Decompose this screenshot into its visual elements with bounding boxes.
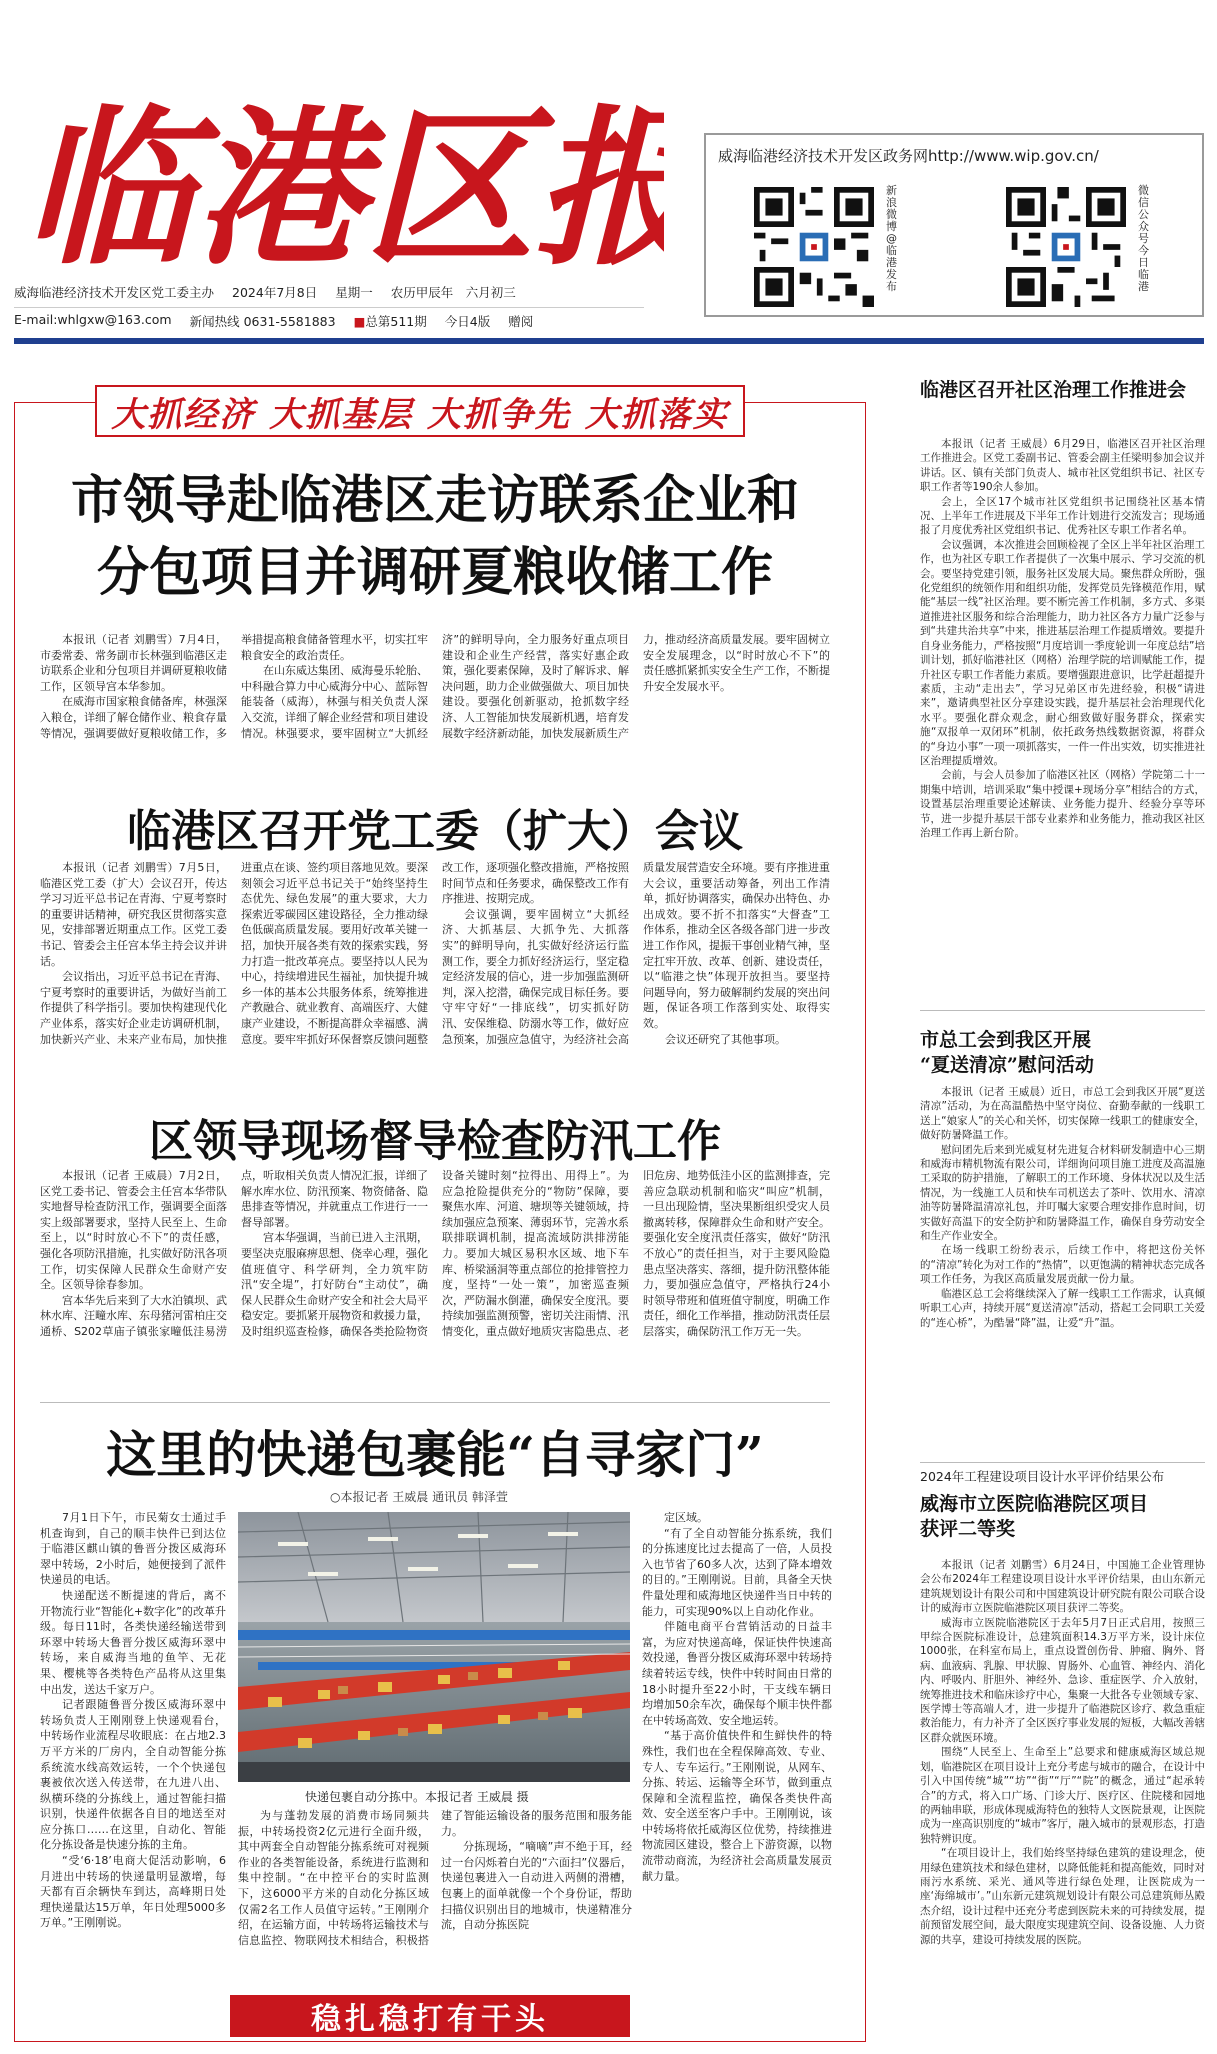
article1-headline-line2[interactable]: 分包项目并调研夏粮收储工作	[96, 542, 773, 603]
logo-text: 临港区报	[24, 89, 664, 273]
photo-caption: 快递包裹自动分拣中。本报记者 王威晨 摄	[305, 1790, 529, 1804]
issue-date: 2024年7月8日	[232, 285, 318, 300]
article4-paragraph: “基于高价值快件和生鲜快件的特殊性，我们也在全程保障高效、专业、专人、专车运行。”王刚刚说，从网车、分拣、转运、运输等全环节，做到重点保障和全流程监控，确保各类快件高效、安全送至客户手中。王刚刚说，该中转场将依托威海区位优势，持续推进物流园区建设，整合上下游资源，以物流带动商流，为经济社会高质量发展贡献力量。	[642, 1729, 832, 1883]
article4-paragraph: “有了全自动智能分拣系统，我们的分拣速度比过去提高了一倍，人员投入也节省了60多人次，达到了降本增效的目的。”王刚刚说。目前，具备全天快件量处理和威海地区快递件当日中转的能力，可实现90%以上自动化作业。	[642, 1526, 832, 1618]
gov-site-url[interactable]: 威海临港经济技术开发区政务网http://www.wip.gov.cn/	[718, 147, 1099, 165]
article3-paragraph: 本报讯（记者 王威晨）7月2日，区党工委书记、管委会主任宫本华带队实地督导检查防汛工作，强调要全面落实上级部署要求，坚持人民至上、生命至上，以“时时放心不下”的责任感，强化各项防汛措施，扎实做好防汛各项工作，切实保障人民群众生命财产安全。区领导徐春参加。	[40, 1169, 227, 1292]
article1-paragraph: 在威海市国家粮食储备库，林强深入粮仓，详细了解仓储作业、粮食存量等情况，强调要做好夏粮收储工作，多举措提高粮食储备管理水平，切实扛牢粮食安全的政治责任。	[40, 633, 428, 740]
side-divider	[920, 1462, 1205, 1463]
sponsor-text: 威海临港经济技术开发区党工委主办	[14, 285, 215, 300]
masthead-meta-line2	[14, 307, 644, 330]
side3-headline-line1: 威海市立医院临港院区项目	[920, 1493, 1149, 1515]
article1-paragraph: 本报讯（记者 刘鹏雪）7月4日，市委常委、常务副市长林强到临港区走访联系企业和分包项目并调研夏粮收储工作，区领导宫本华参加。	[40, 633, 227, 693]
side1-paragraph: 会前，与会人员参加了临港区社区（网格）学院第二十一期集中培训，培训采取“集中授课+现场分享”相结合的方式，设置基层治理重要论述解读、业务能力提升、经验分享等环节，进一步提升基层干部专业素养和业务能力，推动我区社区治理工作再上新台阶。	[920, 769, 1205, 839]
side2-headline-line1: 市总工会到我区开展	[920, 1029, 1092, 1051]
article4-paragraph: 快递配送不断提速的背后，离不开物流行业“智能化+数字化”的改革升级。每日11时，各类快递经输送带到环翠中转场大鲁晋分拨区威海环翠中转场，来自威海当地的鱼竿、无花果、樱桃等各类特色产品将从这里集中出发，送达千家万户。	[40, 1588, 226, 1696]
side2-paragraph: 本报讯（记者 王威晨）近日，市总工会到我区开展“夏送清凉”活动，为在高温酷热中坚守岗位、奋勤奉献的一线职工送上“娘家人”的关心和关怀，切实保障一线职工的健康安全，做好防暑降温工作。	[920, 1086, 1205, 1142]
article4-body-left	[40, 1510, 226, 1990]
article1-headline-line1[interactable]: 市领导赴临港区走访联系企业和	[70, 470, 799, 531]
side3-paragraph: 威海市立医院临港院区于去年5月7日正式启用，按照三甲综合医院标准设计，总建筑面积14.3万平方米，设计床位1000张，在科室布局上，重点设置创伤骨、肿瘤、胸外、肾病、血液病、乳腺、甲状腺、胃肠外、心血管、神经内、消化内、呼吸内、肝胆外、神经外、急诊、重症医学、介入放射，统筹推进技术和临床诊疗中心，集聚一大批各专业领域专家、医学博士等高端人才，进一步提升了临港院区诊疗、救急重症救治能力，有力补齐了全区医疗事业发展的短板，大幅改善辖区群众就医环境。	[920, 1616, 1205, 1744]
wechat-qr-caption: 微信公众号今日临港	[1138, 184, 1149, 293]
article4-paragraph: 分拣现场，“嘀嘀”声不绝于耳，经过一台闪烁着白光的“六面扫”仪器后，快递包裹进入一自动进入两侧的滑槽，包裹上的面单就像一个个身份证，帮助扫描仪识别出目的地城市，快递精准分流，自动分拣医院	[441, 1840, 632, 1932]
article4-byline: ○本报记者 王威晨 通讯员 韩泽萱	[330, 1490, 508, 1504]
lunar-date: 农历甲辰年 六月初三	[390, 285, 516, 300]
masthead-meta	[14, 283, 644, 330]
gov-site-box	[704, 133, 1204, 317]
article4-headline[interactable]: 这里的快递包裹能“自寻家门”	[106, 1425, 764, 1484]
weibo-qr-caption: 新浪微博@临港发布	[886, 184, 897, 293]
article3-paragraph: 宫本华先后来到了大水泊镇坝、武林水库、汪疃水库、东母猪河雷柏庄交通桥、S202草庙子镇张家疃低洼易涝点，听取相关负责人情况汇报，详细了解水库水位、防汛预案、物资储备、隐患排查等情况，并就重点工作进行一一督导部署。	[40, 1169, 428, 1338]
article4-paragraph: 记者跟随鲁晋分拨区威海环翠中转场负责人王刚刚登上快递观看台，中转场作业流程尽收眼底：在占地2.3万平方米的厂房内，全自动智能分拣系统流水线高效运转，一个个快递包裹被依次送入传送带，在九进八出、纵横环绕的分拣线上，通过智能扫描识别，快递件依据各自目的地送至对应分拣口……在这里，自动化、智能化分拣设备是快速分拣的主角。	[40, 1698, 226, 1852]
article2-paragraph: 会议指出，习近平总书记在青海、宁夏考察时的重要讲话，为做好当前工作提供了科学指引。要加快构建现代化产业体系，落实好企业走访调研机制，加快新兴产业、未来产业布局，加快推进重点在谈、签约项目落地见效。要深刻领会习近平总书记关于“始终坚持生态优先、绿色发展”的重大要求，大力探索近零碳园区建设路径，全力推动绿色低碳高质量发展。要用好改革关键一招，加快开展各类有效的探索实践，努力打造一批改革亮点。要坚持以人民为中心，持续增进民生福祉，加快提升城乡一体的基本公共服务体系，统筹推进产教融合、就业教育、高端医疗、大健康产业建设，不断提高群众幸福感、满意度。要牢牢抓好环保督察反馈问题整改工作，逐项强化整改措施，严格按照时间节点和任务要求，确保整改工作有序推进、按期完成。	[40, 861, 629, 1046]
article2-paragraph: 会议强调，要牢固树立“大抓经济、大抓基层、大抓争先、大抓落实”的鲜明导向，扎实做好经济运行监测工作，要全力抓好经济运行，坚定稳定经济发展的信心，进一步加强监测研判，深入挖潜，确保完成目标任务。要守牢守好“一排底线”，切实抓好防汛、安保维稳、防溺水等工作，做好应急预案，加强应急值守，为经济社会高质量发展营造安全环境。要有序推进重大会议，重要活动筹备，列出工作清单，抓好协调落实，确保办出特色、办出成效。要不折不扣落实“大督查”工作体系，推动全区各级各部门进一步改进工作作风，提振干事创业精气神，坚定扛牢开放、改革、创新、建设责任，以“临港之快”体现开放担当。要坚持问题导向，努力破解制约发展的突出问题，保证各项工作落到实处、取得实效。	[442, 861, 830, 1046]
newspaper-logo	[24, 88, 664, 273]
weibo-qr-code-icon	[754, 187, 874, 307]
article2-body	[40, 860, 830, 1100]
article4-paragraph: 为与蓬勃发展的消费市场同频共振，中转场投资2亿元进行全面升级，其中两套全自动智能分拣系统可对视频作业的各类智能设备，系统进行监测和集中控制。“在中控平台的实时监测下，这6000平方米的自动化分拣区域仅需2名工作人员值守运转。”王刚刚介绍，在运输方面，中转场将运输技术与信息监控、物联网技术相结合，积极搭建了智能运输设备的服务范围和服务能力。	[238, 1809, 632, 1947]
weekday: 星期一	[335, 285, 373, 300]
article3-paragraph: 宫本华强调，当前已进入主汛期，要坚决克服麻痹思想、侥幸心理，强化值班值守、科学研判，全力筑牢防汛“安全堤”，打好防台“主动仗”，确保人民群众生命财产安全和社会大局平稳安定。要抓紧开展物资和救援力量，及时组织巡查检修，确保各类抢险物资设备关键时刻“拉得出、用得上”。为应急抢险提供充分的“物防”保障，要聚焦水库、河道、塘坝等关键领域，持续加强应急预案、薄弱环节，完善水系联排联调机制，提高流域防洪排涝能力。要加大城区易积水区域、地下车库、桥梁涵洞等重点部位的抢排管控力度，坚持“一处一策”，加密巡查频次，严防漏水倒灌，确保安全度汛。要持续加强监测预警，密切关注雨情、汛情变化，重点做好地质灾害隐患点、老旧危房、地势低洼小区的监测排查，完善应急联动机制和临灾“叫应”机制，一旦出现险情，坚决果断组织受灾人员撤离转移，保障群众生命和财产安全。要强化安全度汛责任落实，做好“防汛不放心”的责任担当，对于主要风险隐患点坚决落实、落细，提升防汛整体能力，要加强应急值守，严格执行24小时领导带班和值班值守制度，明确工作责任，细化工作举措，推动防汛责任层层落实，确保防汛工作万无一失。	[241, 1169, 830, 1338]
masthead	[14, 78, 1204, 348]
side2-headline-line2: “夏送清凉”慰问活动	[920, 1054, 1094, 1076]
side2-paragraph: 临港区总工会将继续深入了解一线职工工作需求，认真倾听职工心声，持续开展“夏送清凉”活动，搭起工会同职工关爱的“连心桥”，为酷暑“降”温，让爱“升”温。	[920, 1287, 1205, 1329]
sorting-center-photo[interactable]	[238, 1512, 630, 1782]
side-divider	[920, 1010, 1205, 1011]
side1-paragraph: 会议强调，本次推进会回顾检视了全区上半年社区治理工作，也为社区专职工作者提供了一次集中展示、学习交流的机会。要坚持党建引领，服务社区发展大局。聚焦群众所盼，强化党组织的统领作用和组织功能，发挥党员先锋模范作用，赋能“基层一线”社区治理。要不断完善工作机制，多方式、多渠道推进社区服务和综合治理能力，助力社区各方力量广泛参与到“共建共治共享”中来，推进基层治理工作提质增效。要提升自身业务能力，严格按照“月度培训一季度轮训一年度总结”培训计划，抓好临港社区（网格）治理学院的培训赋能工作，提升社区专职工作者能力素质。要增强跟进意识，比学赶超提升素质，主动“走出去”，学习兄弟区市先进经验，积极“请进来”，邀请典型社区分享建设实践，提升基层社会治理现代化水平。要强化群众观念，耐心细致做好服务群众，探索实施“双报单一双闭环”机制，依托政务热线数据资源，将群众的“身边小事”一项一项抓落实，一件一件出实效，切实推进社区治理提质增效。	[920, 538, 1205, 767]
issue-number-wrap	[354, 312, 427, 330]
article4-paragraph: 定区域。	[664, 1511, 708, 1524]
hotline: 新闻热线 0631-5581883	[189, 314, 336, 329]
side3-body	[920, 1558, 1205, 2038]
page-count: 今日4版	[444, 314, 491, 329]
article1-body	[40, 632, 830, 787]
side3-headline[interactable]	[920, 1492, 1205, 1542]
masthead-rule	[14, 338, 1204, 344]
issue-mark-icon: ■	[353, 314, 366, 329]
masthead-meta-line1	[14, 283, 644, 301]
article2-paragraph: 本报讯（记者 刘鹏雪）7月5日，临港区党工委（扩大）会议召开，传达学习习近平总书记在青海、宁夏考察时的重要讲话精神，研究我区贯彻落实意见，安排部署近期重点工作。区党工委书记、管委会主任宫本华主持会议并讲话。	[40, 861, 227, 968]
side2-headline[interactable]	[920, 1028, 1205, 1078]
side3-paragraph: “在项目设计上，我们始终坚持绿色建筑的建设理念，使用绿色建筑技术和绿色建材，以降低能耗和提高能效，同时对雨污水系统、采光、通风等进行绿色处理，让医院成为一座‘海绵城市’。”山东新元建筑规划设计有限公司总建筑师丛殿杰介绍，设计过程中还充分考虑到医院未来的可持续发展，提前预留发展空间，最大限度实现建筑空间、设备设施、人力资源的共享，建设可持续发展的医院。	[920, 1847, 1205, 1946]
side3-paragraph: 围绕“人民至上、生命至上”总要求和健康威海区域总规划，临港院区在项目设计上充分考虑与城市的融合，在设计中引入中国传统“城”“坊”“街”“厅”“院”的概念，通过“起承转合”的方式，将入口广场、门诊大厅、医疗区、住院楼和园地的两轴串联，形成体现威海特色的独特人文医院景观，让医院成为一座高识别度的“城市”客厅，融入城市的景观形态，打造独特辨识度。	[920, 1746, 1205, 1845]
email: E-mail:whlgxw@163.com	[14, 312, 172, 327]
article2-headline[interactable]: 临港区召开党工委（扩大）会议	[127, 806, 743, 857]
logo-calligraphy	[24, 88, 664, 273]
article4-body-bottom	[238, 1808, 632, 1990]
article4-paragraph: 伴随电商平台营销活动的日益丰富，为应对快递高峰，保证快件快速高效投递，鲁晋分拨区威海环翠中转场持续着转运专线，快件中转时间由日常的18小时提升至22小时，干支线车辆日均增加50余车次，确保每个顺丰快件都在中转场高效、安全地运转。	[642, 1620, 832, 1727]
article4-body-right	[642, 1510, 832, 1990]
slogan-text: 大抓经济 大抓基层 大抓争先 大抓落实	[111, 394, 729, 435]
side1-paragraph: 会上，全区17个城市社区党组织书记围绕社区基本情况、上半年工作进展及下半年工作计划进行交流发言；现场通报了月度优秀社区党组织书记、优秀社区专职工作者名单。	[920, 495, 1205, 537]
bottom-slogan-text: 稳扎稳打有干头	[311, 2002, 549, 2037]
side3-kicker: 2024年工程建设项目设计水平评价结果公布	[920, 1469, 1165, 1484]
article1-paragraph: 在山东威达集团、威海曼乐轮胎、中科融合算力中心威海分中心、蓝际智能装备（威海），林强与相关负责人深入交流，详细了解企业经营和项目建设情况。林强要求，要牢固树立“大抓经济”的鲜明导向，全力服务好重点项目建设和企业生产经营，落实好惠企政策，强化要素保障，及时了解诉求、解决问题，助力企业做强做大、项目加快建设。要强化创新驱动，抢抓数字经济、人工智能加快发展新机遇，培育发展数字经济新动能，加快发展新质生产力，推动经济高质量发展。要牢固树立安全发展理念，以“时时放心不下”的责任感抓紧抓实安全生产工作，不断提升安全发展水平。	[241, 633, 830, 740]
bottom-slogan-banner	[230, 1995, 630, 2037]
section-divider	[40, 1402, 830, 1403]
side1-body	[920, 437, 1205, 1002]
side3-headline-line2: 获评二等奖	[920, 1518, 1016, 1540]
wechat-qr-code-icon	[1006, 187, 1126, 307]
side1-headline[interactable]: 临港区召开社区治理工作推进会	[920, 379, 1187, 401]
slogan-banner	[95, 385, 745, 437]
article3-headline[interactable]: 区领导现场督导检查防汛工作	[149, 1116, 721, 1167]
article2-paragraph: 会议还研究了其他事项。	[665, 1032, 786, 1046]
side2-body	[920, 1085, 1205, 1455]
issue-number: 总第511期	[365, 314, 427, 329]
article4-paragraph: “受‘6·18’电商大促活动影响，6月进出中转场的快递量明显激增，每天都有百余辆快车到达，高峰期日处理快递量达15万单，年日处理5000多万单。”王刚刚说。	[40, 1854, 226, 1930]
article4-paragraph: 7月1日下午，市民菊女士通过手机查询到，自己的顺丰快件已到达位于临港区麒山镇的鲁晋分拨区威海环翠中转场，2小时后，她便接到了派件快递员的电话。	[40, 1511, 226, 1587]
side1-paragraph: 本报讯（记者 王威晨）6月29日，临港区召开社区治理工作推进会。区党工委副书记、管委会副主任梁明参加会议并讲话。区、镇有关部门负责人、城市社区党组织书记、社区专职工作者等190余人参加。	[920, 438, 1205, 494]
side2-paragraph: 在场一线职工纷纷表示，后续工作中，将把这份关怀的“清凉”转化为对工作的“热情”，以更饱满的精神状态完成各项工作任务，为我区高质量发展贡献一份力量。	[920, 1244, 1205, 1286]
side3-paragraph: 本报讯（记者 刘鹏雪）6月24日，中国施工企业管理协会公布2024年工程建设项目设计水平评价结果，由山东新元建筑规划设计有限公司和中国建筑设计研究院有限公司联合设计的威海市立医院临港院区项目获评二等奖。	[920, 1559, 1205, 1615]
free-label: 赠阅	[508, 314, 534, 329]
article3-body	[40, 1168, 830, 1398]
side2-paragraph: 慰问团先后来到光威复材先进复合材料研发制造中心三期和威海市精机物流有限公司，详细询问项目施工进度及高温施工采取的防护措施，了解职工的工作环境、身体状况以及生活情况，为一线施工人员和快车司机送去了茶叶、饮用水、清凉油等防暑降温清凉礼包，并叮嘱大家要合理安排作息时间，切实做好高温下的安全防护和防暑降温工作，确保自身劳动安全和生产作业安全。	[920, 1143, 1205, 1243]
